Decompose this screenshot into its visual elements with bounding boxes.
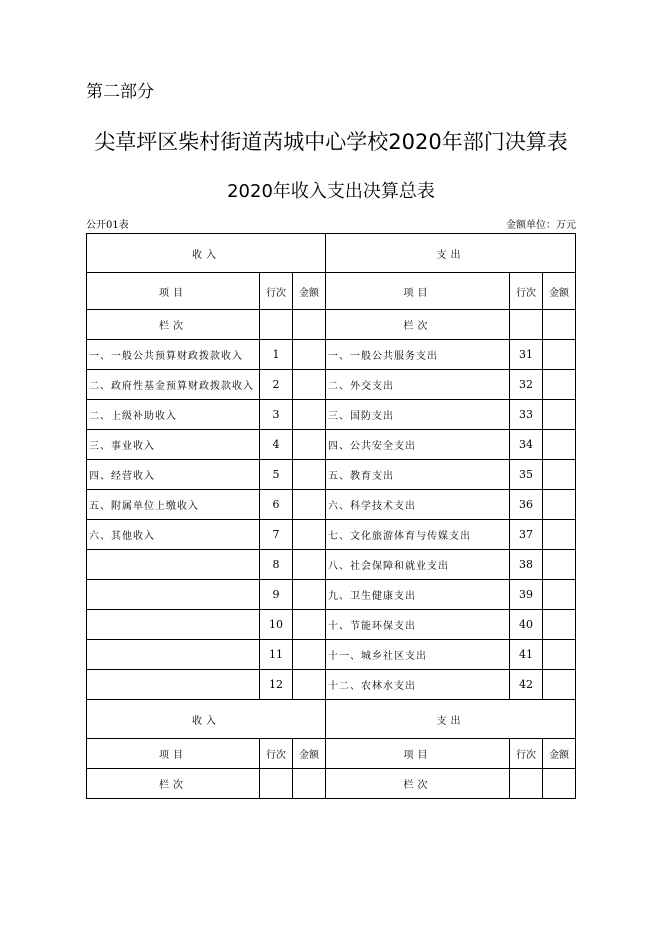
table-row [87,610,576,640]
income-rowno-cell: 4 [260,430,293,460]
expense-amount-cell [543,670,576,700]
income-item-cell [87,550,260,580]
empty-cell [293,310,326,340]
income-amount-cell [293,490,326,520]
income-expense-table [86,233,576,799]
income-column-label: 栏次 [87,310,260,340]
income-rowno-header-2: 行次 [260,739,293,769]
expense-amount-cell [543,640,576,670]
page-title: 尖草坪区柴村街道芮城中心学校2020年部门决算表 [94,130,568,154]
expense-item-cell: 十二、农林水支出 [326,670,510,700]
income-item-cell: 六、其他收入 [87,520,260,550]
income-amount-cell [293,460,326,490]
income-item-cell: 二、上级补助收入 [87,400,260,430]
expense-amount-cell [543,520,576,550]
income-rowno-cell: 12 [260,670,293,700]
expense-item-cell: 十、节能环保支出 [326,610,510,640]
expense-rowno-cell: 34 [510,430,543,460]
expense-item-cell: 三、国防支出 [326,400,510,430]
income-item-cell: 一、一般公共预算财政拨款收入 [87,340,260,370]
table-row [87,400,576,430]
income-rowno-cell: 3 [260,400,293,430]
expense-rowno-cell: 35 [510,460,543,490]
table-row [87,670,576,700]
empty-cell [293,769,326,799]
empty-cell [543,310,576,340]
income-rowno-cell: 1 [260,340,293,370]
income-item-header: 项目 [87,273,260,310]
expense-rowno-cell: 40 [510,610,543,640]
table-row [87,640,576,670]
income-header-2: 收入 [87,700,326,739]
expense-rowno-header: 行次 [510,273,543,310]
income-amount-header-2: 金额 [293,739,326,769]
expense-amount-cell [543,610,576,640]
income-amount-cell [293,640,326,670]
income-amount-cell [293,430,326,460]
table-group-header [87,234,576,273]
expense-item-cell: 四、公共安全支出 [326,430,510,460]
expense-rowno-cell: 42 [510,670,543,700]
expense-item-cell: 十一、城乡社区支出 [326,640,510,670]
expense-item-cell: 八、社会保障和就业支出 [326,550,510,580]
expense-rowno-cell: 38 [510,550,543,580]
section-label: 第二部分 [86,82,154,102]
expense-rowno-cell: 33 [510,400,543,430]
income-amount-cell [293,580,326,610]
expense-amount-cell [543,580,576,610]
income-rowno-cell: 5 [260,460,293,490]
expense-item-cell: 七、文化旅游体育与传媒支出 [326,520,510,550]
expense-item-cell: 五、教育支出 [326,460,510,490]
empty-cell [543,769,576,799]
table-row [87,430,576,460]
table-row [87,340,576,370]
expense-rowno-cell: 39 [510,580,543,610]
expense-amount-header: 金额 [543,273,576,310]
expense-rowno-cell: 32 [510,370,543,400]
expense-rowno-cell: 31 [510,340,543,370]
expense-amount-cell [543,430,576,460]
expense-amount-cell [543,340,576,370]
table-subtitle: 2020年收入支出决算总表 [227,181,435,202]
expense-item-cell: 一、一般公共服务支出 [326,340,510,370]
expense-item-cell: 六、科学技术支出 [326,490,510,520]
expense-amount-cell [543,400,576,430]
income-amount-cell [293,400,326,430]
income-item-cell: 三、事业收入 [87,430,260,460]
table-row [87,550,576,580]
income-item-cell [87,580,260,610]
table-column-header-2 [87,739,576,769]
expense-amount-cell [543,460,576,490]
income-rowno-cell: 6 [260,490,293,520]
empty-cell [510,769,543,799]
income-rowno-cell: 7 [260,520,293,550]
expense-item-cell: 二、外交支出 [326,370,510,400]
income-column-label-2: 栏次 [87,769,260,799]
income-item-cell: 五、附属单位上缴收入 [87,490,260,520]
expense-amount-cell [543,550,576,580]
expense-column-label-2: 栏次 [326,769,510,799]
income-amount-cell [293,520,326,550]
income-amount-cell [293,370,326,400]
income-rowno-header: 行次 [260,273,293,310]
expense-rowno-cell: 41 [510,640,543,670]
income-item-header-2: 项目 [87,739,260,769]
income-amount-cell [293,550,326,580]
empty-cell [260,310,293,340]
expense-amount-header-2: 金额 [543,739,576,769]
table-row [87,520,576,550]
income-rowno-cell: 8 [260,550,293,580]
table-row [87,490,576,520]
empty-cell [510,310,543,340]
expense-rowno-cell: 37 [510,520,543,550]
expense-item-header: 项目 [326,273,510,310]
income-amount-cell [293,610,326,640]
table-row [87,460,576,490]
column-label-row [87,310,576,340]
column-label-row-2 [87,769,576,799]
expense-amount-cell [543,490,576,520]
table-code: 公开01表 [86,220,129,231]
income-rowno-cell: 11 [260,640,293,670]
empty-cell [260,769,293,799]
expense-rowno-header-2: 行次 [510,739,543,769]
income-rowno-cell: 2 [260,370,293,400]
income-amount-cell [293,670,326,700]
income-item-cell: 四、经营收入 [87,460,260,490]
income-item-cell [87,610,260,640]
income-item-cell [87,640,260,670]
expense-amount-cell [543,370,576,400]
expense-rowno-cell: 36 [510,490,543,520]
table-group-header-2 [87,700,576,739]
income-rowno-cell: 10 [260,610,293,640]
income-item-cell: 二、政府性基金预算财政拨款收入 [87,370,260,400]
expense-header-2: 支出 [326,700,576,739]
expense-item-cell: 九、卫生健康支出 [326,580,510,610]
expense-header: 支出 [326,234,576,273]
table-row [87,580,576,610]
table-row [87,370,576,400]
income-item-cell [87,670,260,700]
expense-column-label: 栏次 [326,310,510,340]
income-rowno-cell: 9 [260,580,293,610]
amount-unit: 金额单位：万元 [506,220,576,231]
expense-item-header-2: 项目 [326,739,510,769]
income-header: 收入 [87,234,326,273]
income-amount-cell [293,340,326,370]
table-column-header [87,273,576,310]
income-amount-header: 金额 [293,273,326,310]
